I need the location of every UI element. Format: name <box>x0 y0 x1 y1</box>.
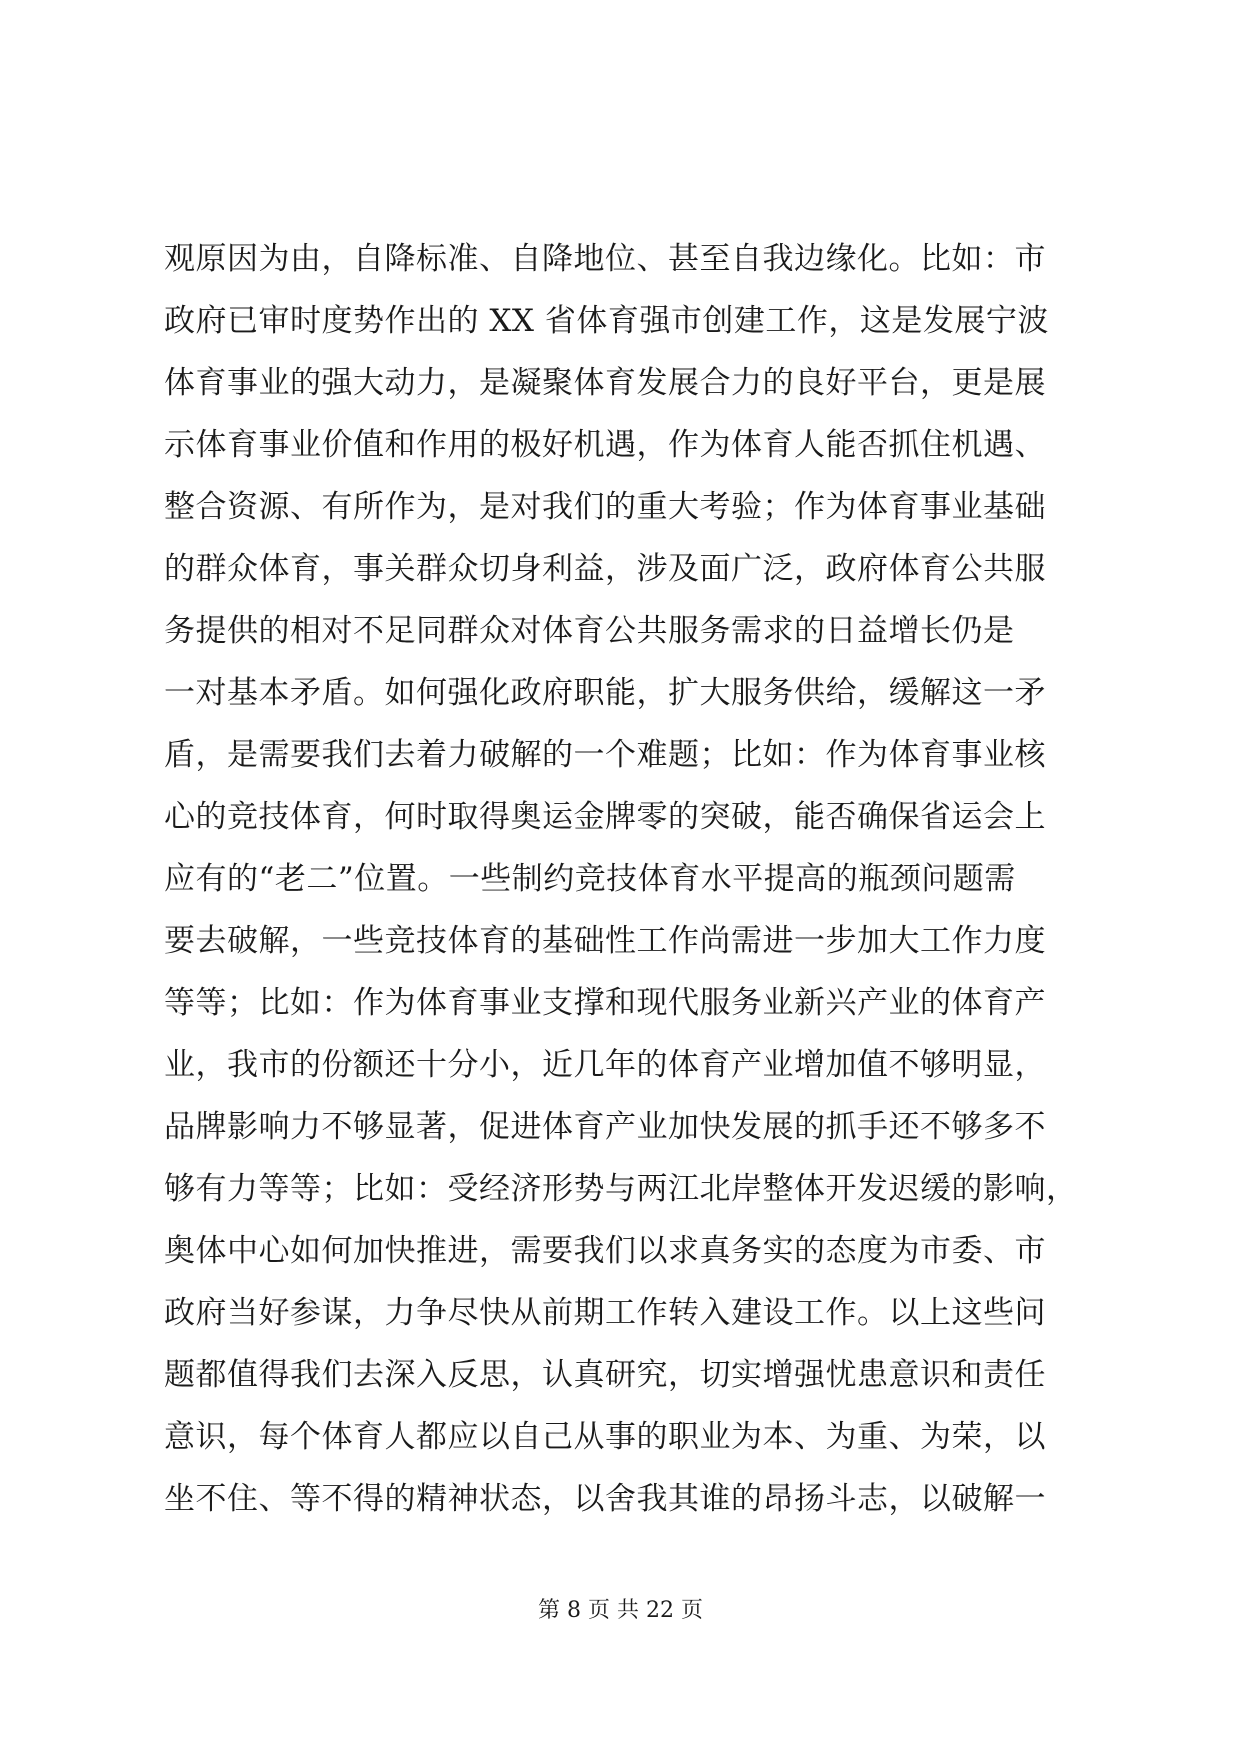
text-line: 等等；比如：作为体育事业支撑和现代服务业新兴产业的体育产 <box>164 985 1046 1021</box>
text-line: 题都值得我们去深入反思，认真研究，切实增强忧患意识和责任 <box>164 1357 1046 1393</box>
text-line: 坐不住、等不得的精神状态，以舍我其谁的昂扬斗志，以破解一 <box>164 1481 1046 1517</box>
text-line: 盾，是需要我们去着力破解的一个难题；比如：作为体育事业核 <box>164 737 1046 773</box>
text-line: 政府当好参谋，力争尽快从前期工作转入建设工作。以上这些问 <box>164 1295 1046 1331</box>
text-line: 整合资源、有所作为，是对我们的重大考验；作为体育事业基础 <box>164 489 1046 525</box>
text-line: 一对基本矛盾。如何强化政府职能，扩大服务供给，缓解这一矛 <box>164 675 1046 711</box>
body-text <box>164 228 1084 1530</box>
text-line: 要去破解，一些竞技体育的基础性工作尚需进一步加大工作力度 <box>164 923 1046 959</box>
text-line: 品牌影响力不够显著，促进体育产业加快发展的抓手还不够多不 <box>164 1109 1046 1145</box>
text-line: 的群众体育，事关群众切身利益，涉及面广泛，政府体育公共服 <box>164 551 1046 587</box>
text-line: 心的竞技体育，何时取得奥运金牌零的突破，能否确保省运会上 <box>164 799 1046 835</box>
page-footer <box>0 1596 1241 1626</box>
text-line: 奥体中心如何加快推进，需要我们以求真务实的态度为市委、市 <box>164 1233 1046 1269</box>
text-line: 示体育事业价值和作用的极好机遇，作为体育人能否抓住机遇、 <box>164 427 1046 463</box>
text-line: 政府已审时度势作出的 XX 省体育强市创建工作，这是发展宁波 <box>164 303 1049 339</box>
page-number: 第 8 页 共 22 页 <box>538 1598 703 1623</box>
text-line: 意识，每个体育人都应以自己从事的职业为本、为重、为荣，以 <box>164 1419 1046 1455</box>
text-line: 观原因为由，自降标准、自降地位、甚至自我边缘化。比如：市 <box>164 241 1046 277</box>
text-line: 务提供的相对不足同群众对体育公共服务需求的日益增长仍是 <box>164 613 1015 649</box>
text-line: 够有力等等；比如：受经济形势与两江北岸整体开发迟缓的影响， <box>164 1171 1078 1207</box>
text-line: 业，我市的份额还十分小，近几年的体育产业增加值不够明显， <box>164 1047 1046 1083</box>
text-line: 体育事业的强大动力，是凝聚体育发展合力的良好平台，更是展 <box>164 365 1046 401</box>
text-line: 应有的“老二”位置。一些制约竞技体育水平提高的瓶颈问题需 <box>164 861 1016 897</box>
